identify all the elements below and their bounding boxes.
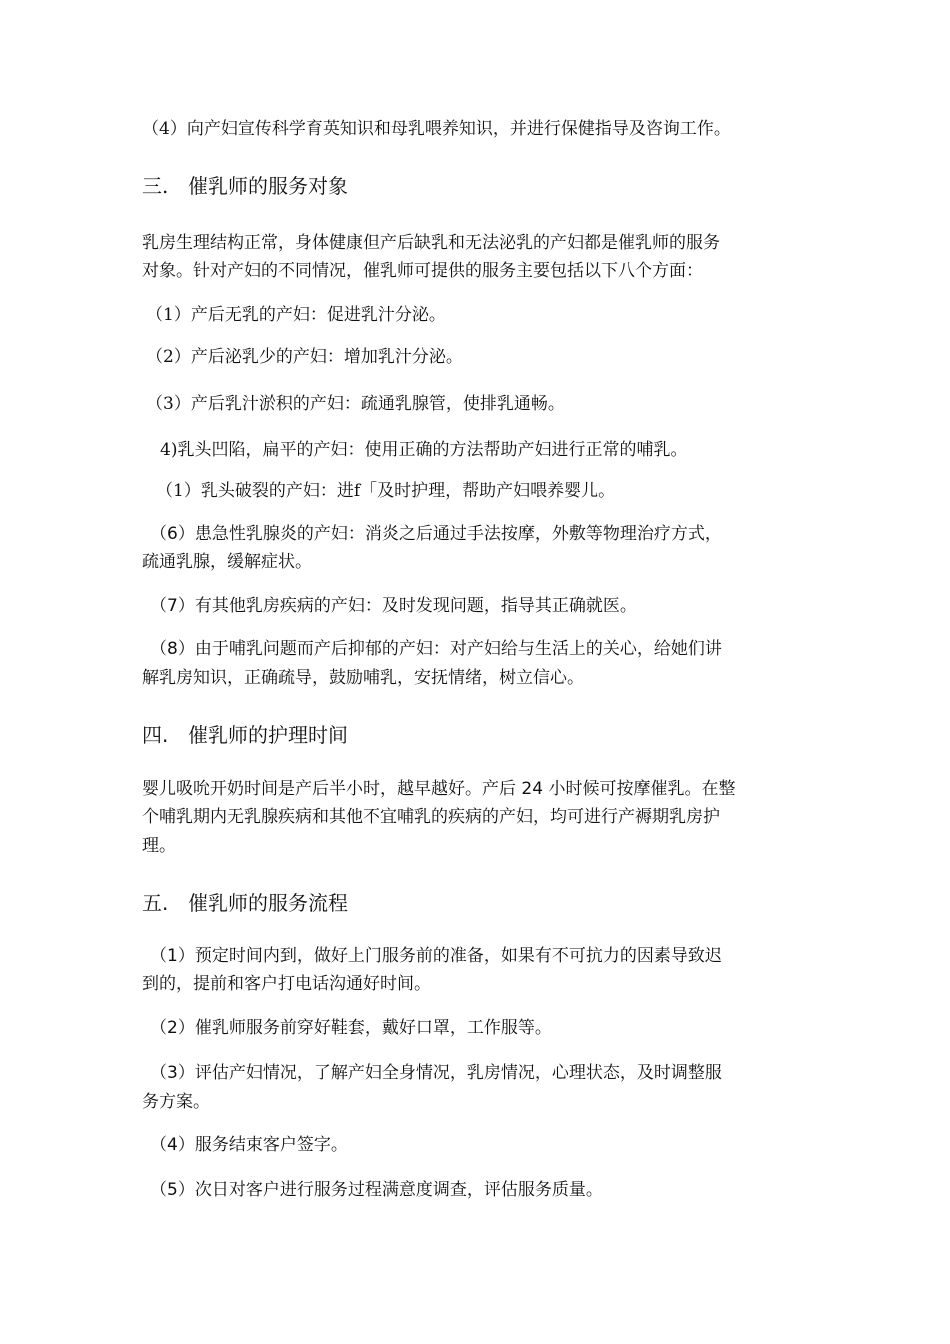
paragraph-line: 个哺乳期内无乳腺疾病和其他不宜哺乳的疾病的产妇，均可进行产褥期乳房护 [142,807,720,827]
list-item: 4)乳头凹陷，扁平的产妇：使用正确的方法帮助产妇进行正常的哺乳。 [160,440,688,460]
list-item: （3）产后乳汁淤积的产妇：疏通乳腺管，使排乳通畅。 [146,394,565,414]
list-item-continuation: 到的，提前和客户打电话沟通好时间。 [142,974,431,994]
paragraph-line: 乳房生理结构正常，身体健康但产后缺乳和无法泌乳的产妇都是催乳师的服务 [142,233,720,253]
list-item: （2）催乳师服务前穿好鞋套，戴好口罩，工作服等。 [150,1018,552,1038]
list-item: （1）预定时间内到，做好上门服务前的准备，如果有不可抗力的因素导致迟 [150,946,722,966]
list-item: （5）次日对客户进行服务过程满意度调查，评估服务质量。 [150,1180,603,1200]
list-item-continuation: 务方案。 [142,1092,210,1112]
paragraph-line: 对象。针对产妇的不同情况，催乳师可提供的服务主要包括以下八个方面： [142,261,703,281]
section-number: 四. [142,723,169,747]
list-item: （4）向产妇宣传科学育英知识和母乳喂养知识，并进行保健指导及咨询工作。 [142,119,731,139]
list-item: （2）产后泌乳少的产妇：增加乳汁分泌。 [146,347,463,367]
section-number: 三. [142,174,169,198]
section-heading [142,720,807,750]
section-heading [142,171,807,201]
list-item-continuation: 疏通乳腺，缓解症状。 [142,552,312,572]
paragraph-line: 婴儿吸吮开奶时间是产后半小时，越早越好。产后 24 小时候可按摩催乳。在整 [142,779,736,799]
list-item: （8）由于哺乳问题而产后抑郁的产妇：对产妇给与生活上的关心，给她们讲 [150,639,722,659]
list-item-continuation: 解乳房知识，正确疏导，鼓励哺乳，安抚情绪，树立信心。 [142,668,584,688]
section-title: 催乳师的护理时间 [188,723,348,747]
list-item: （7）有其他乳房疾病的产妇：及时发现问题，指导其正确就医。 [150,596,637,616]
section-title: 催乳师的服务流程 [188,891,348,915]
list-item: （6）患急性乳腺炎的产妇：消炎之后通过手法按摩，外敷等物理治疗方式， [150,524,722,544]
list-item: （3）评估产妇情况，了解产妇全身情况，乳房情况，心理状态，及时调整服 [150,1063,722,1083]
section-number: 五. [142,891,169,915]
paragraph-line: 理。 [142,836,176,856]
list-item: （1）产后无乳的产妇：促进乳汁分泌。 [146,305,446,325]
section-title: 催乳师的服务对象 [188,174,348,198]
list-item: （4）服务结束客户签字。 [150,1135,348,1155]
section-heading [142,888,807,918]
list-item: （1）乳头破裂的产妇：进f「及时护理，帮助产妇喂养婴儿。 [156,481,616,501]
